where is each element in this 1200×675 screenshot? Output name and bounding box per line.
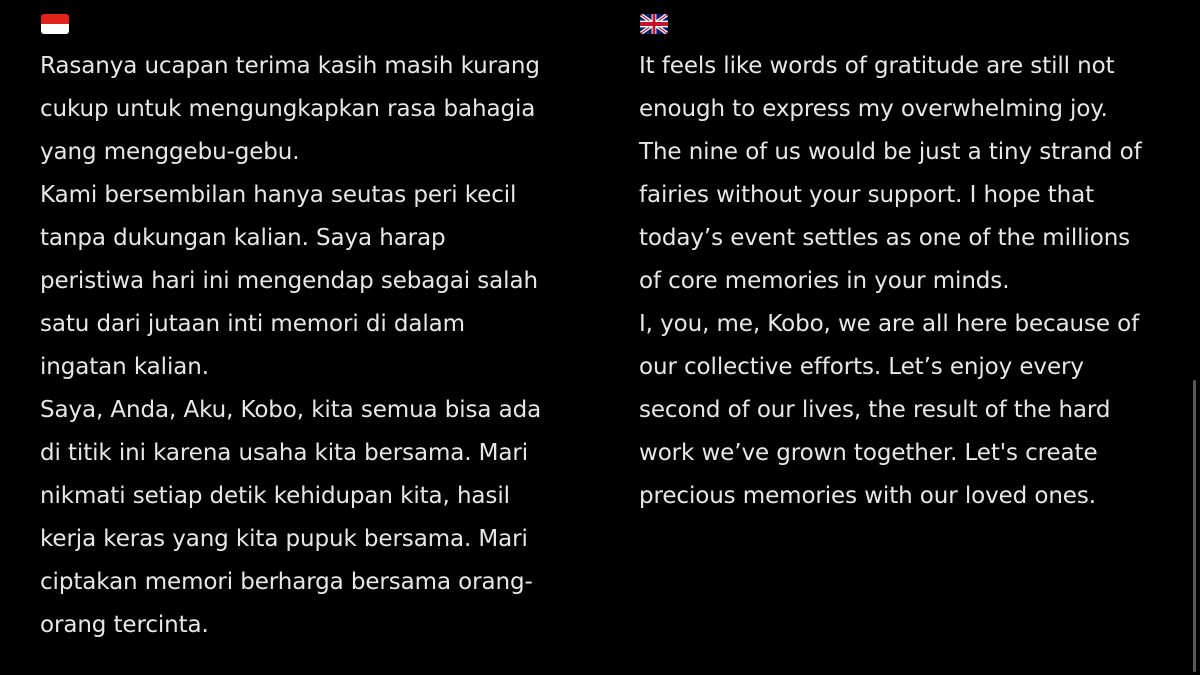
text-line: Saya, Anda, Aku, Kobo, kita semua bisa ada [40,397,542,423]
text-line: of core memories in your minds. [639,268,1010,294]
text-line: The nine of us would be just a tiny strand of [639,139,1142,165]
text-line: cukup untuk mengungkapkan rasa bahagia [40,96,536,122]
text-line: orang tercinta. [40,612,209,638]
indonesia-flag-icon [41,14,69,34]
text-line: kerja keras yang kita pupuk bersama. Mari [40,526,528,552]
text-line: ciptakan memori berharga bersama orang- [40,569,533,595]
uk-flag-icon [640,14,668,34]
text-line: second of our lives, the result of the hard [639,397,1111,423]
text-line: our collective efforts. Let’s enjoy every [639,354,1084,380]
text-line: I, you, me, Kobo, we are all here because of [639,311,1140,337]
text-line: satu dari jutaan inti memori di dalam [40,311,465,337]
text-line: today’s event settles as one of the millions [639,225,1131,251]
vertical-scrollbar[interactable] [1193,380,1196,672]
text-line: It feels like words of gratitude are still not [639,53,1115,79]
text-line: di titik ini karena usaha kita bersama. Mari [40,440,529,466]
text-line: nikmati setiap detik kehidupan kita, hasil [40,483,510,509]
text-line: fairies without your support. I hope that [639,182,1095,208]
text-line: precious memories with our loved ones. [639,483,1096,509]
text-line: yang menggebu-gebu. [40,139,300,165]
text-line: ingatan kalian. [40,354,209,380]
english-text-column [639,14,1179,518]
text-line: Rasanya ucapan terima kasih masih kurang [40,53,540,79]
text-line: tanpa dukungan kalian. Saya harap [40,225,446,251]
text-line: Kami bersembilan hanya seutas peri kecil [40,182,517,208]
text-line: work we’ve grown together. Let's create [639,440,1098,466]
text-line: enough to express my overwhelming joy. [639,96,1108,122]
indonesian-text-column [40,14,580,647]
text-line: peristiwa hari ini mengendap sebagai salah [40,268,538,294]
